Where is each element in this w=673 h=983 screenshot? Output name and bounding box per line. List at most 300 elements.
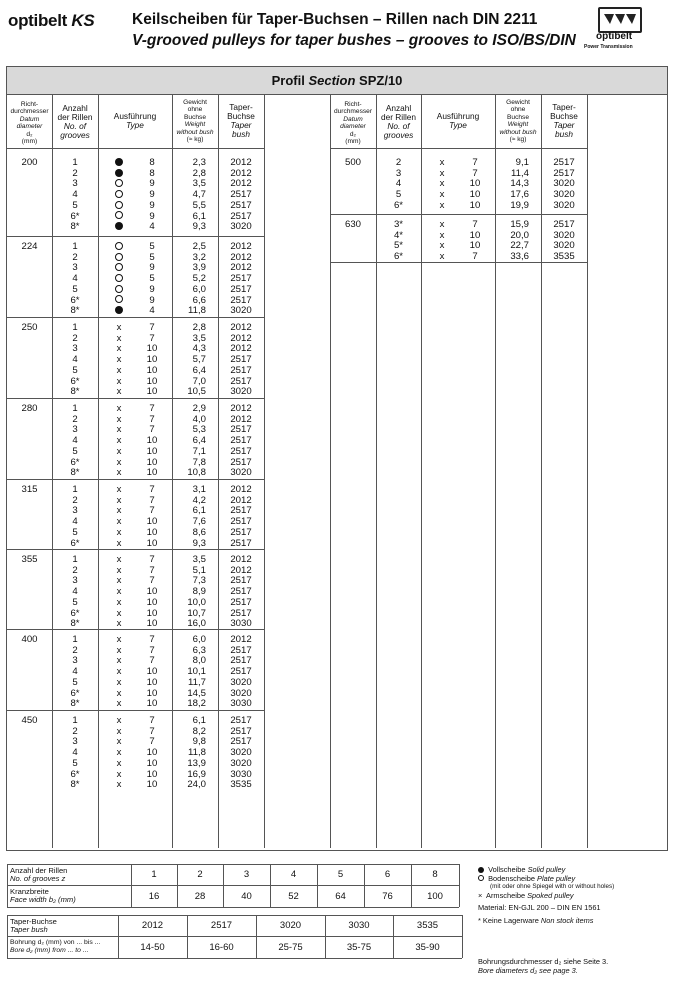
diameter-value: 280 xyxy=(21,403,38,414)
weight-value: 20,0 xyxy=(510,229,529,241)
type-symbol xyxy=(112,169,126,179)
bush-cell: 2012 xyxy=(141,920,164,931)
solid-pulley-icon xyxy=(478,867,484,873)
type-number: 10 xyxy=(469,178,481,190)
spoked-pulley-icon: x xyxy=(116,596,122,608)
type-symbol xyxy=(112,355,126,365)
grooves-value: 4* xyxy=(393,229,404,241)
bush-cell: 3030 xyxy=(348,920,370,931)
type-symbol xyxy=(112,506,126,516)
type-symbol xyxy=(112,274,126,284)
column-header-text: Buchse xyxy=(184,113,206,121)
bush-label-de: Taper-Buchse xyxy=(10,917,57,926)
column-header-2 xyxy=(421,112,495,130)
type-symbol xyxy=(112,678,126,688)
type-symbol xyxy=(112,436,126,446)
column-header-text: der Rillen xyxy=(57,112,93,122)
column-header-text: Taper- xyxy=(229,102,253,112)
type-symbol xyxy=(112,334,126,344)
weight-value: 15,9 xyxy=(510,219,529,230)
type-number: 10 xyxy=(146,779,158,791)
column-header-4 xyxy=(541,103,587,139)
bush-value: 3020 xyxy=(553,199,575,211)
type-number: 10 xyxy=(146,768,158,780)
nonstock-note: * Keine Lagerware Non stock items xyxy=(478,915,594,925)
type-symbol xyxy=(112,179,126,189)
spoked-pulley-icon: x xyxy=(116,386,122,398)
bush-value: 3020 xyxy=(553,189,575,201)
type-number: 7 xyxy=(149,505,155,517)
bush-value: 3020 xyxy=(230,687,252,699)
weight-value: 17,6 xyxy=(510,189,529,201)
type-number: 4 xyxy=(149,221,155,233)
weight-value: 6,4 xyxy=(192,435,206,447)
solid-pulley-icon xyxy=(115,169,123,177)
grooves-value: 3 xyxy=(72,736,78,748)
grooves-value: 6* xyxy=(70,456,80,468)
bore-label-de: Bohrung d₂ (mm) von ... bis ... xyxy=(10,939,101,946)
bore-note xyxy=(478,958,668,975)
weight-value: 10,8 xyxy=(187,467,206,479)
bush-value: 3020 xyxy=(553,240,575,252)
column-header-text: Taper- xyxy=(552,102,576,112)
type-symbol xyxy=(435,252,449,262)
bush-value: 2517 xyxy=(230,189,252,201)
spoked-pulley-icon: x xyxy=(116,494,122,506)
grooves-cell: 3 xyxy=(243,869,250,880)
table-border xyxy=(7,958,462,959)
type-symbol xyxy=(112,190,126,200)
bore-cell: 25-75 xyxy=(278,942,303,953)
weight-value: 6,4 xyxy=(192,364,206,376)
type-number: 10 xyxy=(469,229,481,241)
type-symbol xyxy=(112,387,126,397)
type-symbol xyxy=(112,656,126,666)
table-border xyxy=(7,864,459,865)
width-cell: 76 xyxy=(382,891,393,902)
type-symbol xyxy=(112,415,126,425)
type-symbol xyxy=(112,404,126,414)
type-number: 10 xyxy=(146,386,158,398)
type-number: 10 xyxy=(146,467,158,479)
grooves-value: 6* xyxy=(70,768,80,780)
spoked-pulley-icon: x xyxy=(116,456,122,468)
bush-value: 2517 xyxy=(230,715,252,726)
plate-pulley-icon xyxy=(115,179,123,187)
weight-value: 11,8 xyxy=(188,305,206,317)
column-header-text: Anzahl xyxy=(385,103,412,113)
bush-value: 3030 xyxy=(230,768,252,780)
weight-value: 7,8 xyxy=(192,456,206,468)
weight-value: 5,7 xyxy=(192,354,206,366)
grooves-value: 1 xyxy=(72,403,78,414)
bush-value: 3020 xyxy=(230,757,252,769)
diameter-value: 400 xyxy=(21,634,38,645)
spoked-pulley-icon: x xyxy=(116,618,122,630)
grooves-value: 5 xyxy=(72,526,78,538)
grooves-value: 1 xyxy=(72,715,78,726)
grooves-value: 4 xyxy=(395,178,402,190)
bush-value: 2012 xyxy=(230,241,252,252)
spoked-pulley-icon: x xyxy=(116,364,122,376)
weight-value: 8,6 xyxy=(192,526,206,538)
type-number: 7 xyxy=(472,219,478,230)
grooves-value: 3 xyxy=(72,343,78,355)
legend-solid: Vollscheibe Solid pulley xyxy=(478,866,668,875)
grooves-value: 6* xyxy=(393,251,404,263)
diameter-value: 630 xyxy=(344,219,361,230)
weight-value: 10,1 xyxy=(187,666,206,678)
weight-value: 11,7 xyxy=(188,676,206,688)
weight-value: 2,3 xyxy=(192,157,206,168)
column-header-1 xyxy=(52,104,98,140)
bush-value: 2517 xyxy=(230,644,252,656)
spoked-pulley-icon: x xyxy=(116,484,122,495)
grooves-value: 8* xyxy=(70,467,80,479)
column-header-text: bush xyxy=(232,129,250,139)
bore-cell: 14-50 xyxy=(140,942,165,953)
grooves-value: 3 xyxy=(72,575,78,587)
type-number: 10 xyxy=(146,698,158,710)
column-divider xyxy=(421,95,422,848)
bush-value: 3020 xyxy=(230,467,252,479)
weight-value: 8,9 xyxy=(192,586,206,598)
plate-pulley-icon xyxy=(115,274,123,282)
type-number: 10 xyxy=(469,240,481,252)
spoked-pulley-icon: x xyxy=(116,435,122,447)
type-symbol xyxy=(112,759,126,769)
type-number: 7 xyxy=(149,322,155,333)
spoked-pulley-icon: x xyxy=(116,736,122,748)
grooves-value: 2 xyxy=(395,157,402,168)
column-header-text: durchmesser xyxy=(333,108,373,116)
table-border xyxy=(7,885,459,886)
bush-value: 2517 xyxy=(230,666,252,678)
type-symbol xyxy=(112,253,126,263)
bush-value: 2517 xyxy=(230,596,252,608)
type-number: 7 xyxy=(149,736,155,748)
spoked-pulley-icon: x xyxy=(116,322,122,333)
type-symbol xyxy=(435,169,449,179)
type-symbol xyxy=(112,158,126,168)
column-header-text: ohne xyxy=(510,106,526,114)
type-symbol xyxy=(435,201,449,211)
weight-value: 24,0 xyxy=(187,779,206,791)
grooves-value: 5 xyxy=(72,757,78,769)
type-number: 10 xyxy=(146,445,158,457)
width-cell: 16 xyxy=(148,891,160,902)
weight-value: 33,6 xyxy=(510,251,529,263)
header-underline xyxy=(7,148,264,149)
type-number: 10 xyxy=(146,343,158,355)
type-number: 10 xyxy=(469,189,481,201)
weight-value: 18,2 xyxy=(187,698,206,710)
weight-value: 22,7 xyxy=(510,240,529,252)
grooves-value: 5* xyxy=(393,240,404,252)
weight-value: 6,0 xyxy=(192,634,206,645)
table-border xyxy=(462,915,463,958)
spoked-pulley-icon: x xyxy=(116,698,122,710)
type-number: 7 xyxy=(472,251,478,263)
weight-value: 19,9 xyxy=(510,199,529,211)
spoked-pulley-icon: x xyxy=(439,251,445,263)
grooves-value: 1 xyxy=(72,554,78,565)
diameter-value: 500 xyxy=(344,157,361,168)
grooves-label-de: Anzahl der Rillen xyxy=(10,866,68,875)
bush-cell: 3020 xyxy=(279,920,302,931)
bush-value: 2517 xyxy=(553,157,575,168)
type-number: 7 xyxy=(149,424,155,436)
type-number: 7 xyxy=(149,332,155,344)
spoked-pulley-icon: x xyxy=(439,167,445,179)
type-number: 7 xyxy=(472,157,478,168)
type-number: 9 xyxy=(149,283,155,295)
table-border xyxy=(459,864,460,907)
weight-value: 2,8 xyxy=(192,322,206,333)
grooves-value: 3 xyxy=(72,262,78,274)
bush-value: 2517 xyxy=(230,516,252,528)
weight-value: 14,5 xyxy=(187,687,206,699)
type-symbol xyxy=(112,242,126,252)
column-header-text: Datum xyxy=(343,115,363,123)
type-number: 10 xyxy=(146,526,158,538)
weight-value: 10,7 xyxy=(187,607,206,619)
bush-value: 2517 xyxy=(230,736,252,748)
table-border xyxy=(7,915,8,958)
spoked-pulley-icon: x xyxy=(116,586,122,598)
weight-value: 8,0 xyxy=(192,655,206,667)
width-label-de: Kranzbreite xyxy=(10,887,49,896)
type-symbol xyxy=(112,201,126,211)
legend-plate-note: (mit oder ohne Spiegel with or without holes) xyxy=(490,883,615,890)
spoked-pulley-icon: x xyxy=(439,178,445,190)
column-header-text: Buchse xyxy=(507,113,529,121)
group-divider xyxy=(330,214,587,215)
weight-value: 4,7 xyxy=(192,189,206,201)
spoked-pulley-icon: x xyxy=(116,607,122,619)
bore-cell: 35-75 xyxy=(346,942,372,953)
grooves-value: 5 xyxy=(72,676,78,688)
grooves-value: 1 xyxy=(72,157,78,168)
bush-value: 3020 xyxy=(230,386,252,398)
page-title-de: Keilscheiben für Taper-Buchsen – Rillen nach DIN 2211 xyxy=(132,11,538,28)
grooves-value: 6* xyxy=(70,687,80,699)
plate-pulley-icon xyxy=(115,190,123,198)
type-symbol xyxy=(112,539,126,549)
bush-value: 2517 xyxy=(230,354,252,366)
spoked-pulley-icon: x xyxy=(439,240,445,252)
spoked-pulley-icon: x xyxy=(116,505,122,517)
type-number: 4 xyxy=(149,305,155,317)
weight-value: 6,3 xyxy=(192,644,206,656)
column-header-3 xyxy=(172,99,218,143)
column-header-text: Weight xyxy=(507,121,529,129)
grooves-value: 2 xyxy=(72,494,78,506)
type-symbol xyxy=(112,646,126,656)
type-symbol xyxy=(112,323,126,333)
bush-value: 2012 xyxy=(230,564,252,576)
type-number: 9 xyxy=(149,189,155,201)
type-number: 10 xyxy=(146,607,158,619)
type-symbol xyxy=(112,528,126,538)
type-number: 10 xyxy=(146,375,158,387)
type-symbol xyxy=(112,425,126,435)
type-number: 7 xyxy=(149,715,155,726)
column-header-text: der Rillen xyxy=(380,112,417,122)
weight-value: 5,3 xyxy=(192,424,206,436)
bush-value: 2517 xyxy=(230,435,252,447)
column-header-text: No. of xyxy=(63,121,87,131)
column-header-text: Ausführung xyxy=(436,111,480,121)
spoked-pulley-icon: x xyxy=(439,229,445,241)
weight-value: 7,3 xyxy=(192,575,206,587)
type-symbol xyxy=(112,635,126,645)
weight-value: 11,8 xyxy=(188,747,206,759)
grooves-cell: 6 xyxy=(384,869,391,880)
grooves-value: 4 xyxy=(72,189,78,201)
bush-value: 2012 xyxy=(230,484,252,495)
weight-value: 10,5 xyxy=(187,386,206,398)
type-symbol xyxy=(112,468,126,478)
column-header-0 xyxy=(330,101,376,145)
type-symbol xyxy=(112,587,126,597)
spoked-pulley-icon: x xyxy=(116,375,122,387)
spoked-pulley-icon: x xyxy=(116,526,122,538)
spoked-pulley-icon: x xyxy=(116,413,122,425)
weight-value: 8,2 xyxy=(192,725,206,737)
diameter-value: 450 xyxy=(21,715,38,726)
weight-value: 3,2 xyxy=(192,251,206,263)
weight-value: 3,9 xyxy=(192,262,206,274)
column-header-text: (mm) xyxy=(345,138,361,146)
weight-value: 2,8 xyxy=(192,167,206,179)
column-header-text: without bush xyxy=(176,128,214,136)
weight-value: 13,9 xyxy=(187,757,206,769)
type-number: 10 xyxy=(146,618,158,630)
grooves-label-en: No. of grooves z xyxy=(10,874,66,883)
column-header-text: Ausführung xyxy=(113,111,157,121)
spoked-pulley-icon: x xyxy=(439,219,445,230)
spoked-pulley-icon: x xyxy=(116,779,122,791)
table-border xyxy=(7,864,8,907)
weight-value: 7,6 xyxy=(192,516,206,528)
column-header-text: durchmesser xyxy=(10,108,49,116)
bush-value: 2517 xyxy=(230,725,252,737)
column-header-text: Type xyxy=(126,120,144,130)
type-number: 7 xyxy=(472,167,478,179)
bush-value: 3535 xyxy=(553,251,575,263)
header-underline xyxy=(330,148,587,149)
weight-value: 9,3 xyxy=(192,221,206,233)
grooves-value: 6* xyxy=(70,607,80,619)
bore-note-de: Bohrungsdurchmesser d₂ siehe Seite 3. xyxy=(478,957,609,966)
type-symbol xyxy=(112,485,126,495)
spoked-pulley-icon: x xyxy=(116,666,122,678)
type-symbol xyxy=(112,222,126,232)
spoked-pulley-icon: x xyxy=(116,516,122,528)
grooves-value: 3 xyxy=(72,505,78,517)
weight-value: 3,5 xyxy=(192,332,206,344)
column-header-text: Richt- xyxy=(20,101,39,108)
spoked-pulley-icon: x xyxy=(116,537,122,549)
column-header-text: Anzahl xyxy=(62,103,88,113)
type-symbol xyxy=(112,306,126,316)
weight-value: 7,1 xyxy=(192,445,206,457)
diameter-value: 355 xyxy=(21,554,38,565)
bore-label-en: Bore d₂ (mm) from ... to ... xyxy=(10,947,89,954)
bush-value: 2517 xyxy=(230,273,252,285)
column-header-text: Datum xyxy=(19,115,40,123)
grooves-value: 8* xyxy=(70,618,80,630)
grooves-value: 4 xyxy=(72,516,78,528)
type-symbol xyxy=(112,576,126,586)
plate-pulley-icon xyxy=(115,242,123,250)
spoked-pulley-icon: x xyxy=(116,554,122,565)
type-symbol xyxy=(112,737,126,747)
type-symbol xyxy=(112,727,126,737)
weight-value: 16,0 xyxy=(187,618,206,630)
plate-pulley-icon xyxy=(115,253,123,261)
grooves-value: 3* xyxy=(393,219,404,230)
weight-value: 9,1 xyxy=(515,157,529,168)
type-symbol xyxy=(112,555,126,565)
grooves-value: 8* xyxy=(70,698,80,710)
diameter-value: 200 xyxy=(21,157,38,168)
column-header-4 xyxy=(218,103,264,139)
type-symbol xyxy=(112,377,126,387)
bush-value: 2517 xyxy=(230,210,252,222)
bush-value: 2012 xyxy=(230,554,252,565)
type-number: 10 xyxy=(146,435,158,447)
group-divider xyxy=(7,398,264,399)
column-header-text: Gewicht xyxy=(183,99,207,106)
type-number: 10 xyxy=(146,456,158,468)
grooves-value: 4 xyxy=(72,747,78,759)
weight-value: 7,0 xyxy=(192,375,206,387)
type-symbol xyxy=(435,231,449,241)
bush-value: 3020 xyxy=(230,305,252,317)
weight-value: 10,0 xyxy=(187,596,206,608)
spoked-pulley-icon: x xyxy=(116,644,122,656)
bush-value: 2517 xyxy=(230,607,252,619)
grooves-value: 2 xyxy=(72,167,78,179)
weight-value: 9,3 xyxy=(192,537,206,549)
type-number: 7 xyxy=(149,403,155,414)
spoked-pulley-icon: x xyxy=(116,655,122,667)
bush-value: 2517 xyxy=(230,505,252,517)
type-number: 10 xyxy=(146,757,158,769)
column-header-text: diameter xyxy=(340,123,366,131)
grooves-value: 1 xyxy=(72,241,78,252)
group-divider xyxy=(7,317,264,318)
weight-value: 3,5 xyxy=(192,178,206,190)
type-symbol xyxy=(112,780,126,790)
bore-note-en: Bore diameters d₂ see page 3. xyxy=(478,965,578,975)
weight-value: 4,0 xyxy=(192,413,206,425)
width-label-en: Face width b₂ (mm) xyxy=(10,895,76,904)
type-symbol xyxy=(435,190,449,200)
type-symbol xyxy=(435,241,449,251)
type-number: 7 xyxy=(149,655,155,667)
column-header-text: Buchse xyxy=(550,111,578,121)
legend-plate: Bodenscheibe Plate pulley xyxy=(478,875,668,884)
profile-bar: Profil Section SPZ/10 xyxy=(7,67,667,95)
type-symbol xyxy=(112,344,126,354)
spoked-pulley-icon: x xyxy=(439,157,445,168)
type-number: 7 xyxy=(149,554,155,565)
weight-value: 2,9 xyxy=(192,403,206,414)
bush-cell: 3535 xyxy=(416,920,439,931)
